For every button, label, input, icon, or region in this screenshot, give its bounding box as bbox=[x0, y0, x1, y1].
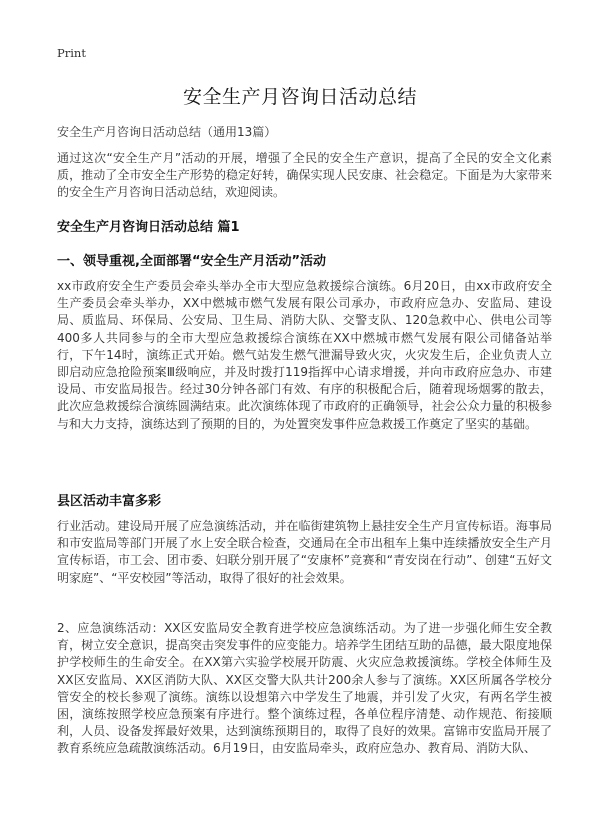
section1-subheading: 一、领导重视,全面部署“安全生产月活动”活动 bbox=[57, 254, 327, 269]
section2-paragraph-1: 行业活动。建设局开展了应急演练活动，并在临街建筑物上悬挂安全生产月宣传标语。海事局和市安监局等部门开展了水上安全联合检查，交通局在全市出租车上集中连续播放安全生产月宣传标语，市工会、团市委、妇联分别开展了“安康杯”竞赛和“青安岗在行动”、创建“五好文明家庭”、“平安校园”等活动，取得了很好的社会效果。 bbox=[57, 519, 552, 585]
section1-heading: 安全生产月咨询日活动总结 篇1 bbox=[57, 220, 240, 235]
page-subtitle: 安全生产月咨询日活动总结（通用13篇） bbox=[57, 125, 277, 139]
page-title: 安全生产月咨询日活动总结 bbox=[182, 86, 417, 108]
intro-paragraph: 通过这次“安全生产月”活动的开展，增强了全民的安全生产意识，提高了全民的安全文化素质，推动了全市安全生产形势的稳定好转，确保实现人民安康、社会稳定。下面是为大家带来的安全生产月咨询日活动总结，欢迎阅读。 bbox=[57, 151, 552, 200]
section2-heading: 县区活动丰富多彩 bbox=[57, 494, 162, 509]
print-link[interactable]: Print bbox=[57, 46, 86, 60]
section2-paragraph-2: 2、应急演练活动：XX区安监局安全教育进学校应急演练活动。为了进一步强化师生安全教育，树立安全意识，提高突击突发事件的应变能力。培养学生团结互助的品德，最大限度地保护学校师生的生命安全。在XX第六实验学校展开防震、火灾应急救援演练。学校全体师生及XX区安监局、XX区消防大队、XX区交警大队共计200余人参与了演练。XX区所属各学校分管安全的校长参观了演练。演练以设想第六中学发生了地震，并引发了火灾，有两名学生被困，演练按照学校应急预案有序进行。整个演练过程，各单位程序清楚、动作规范、衔接顺利，人员、设备发挥最好效果，达到演练预期目的，取得了良好的效果。富锦市安监局开展了教育系统应急疏散演练活动。6月19日，由安监局牵头，政府应急办、教育局、消防大队、 bbox=[57, 621, 552, 756]
section1-body: xx市政府安全生产委员会牵头举办全市大型应急救援综合演练。6月20日，由xx市政府安全生产委员会牵头举办，XX中燃城市燃气发展有限公司承办，市政府应急办、安监局、建设局、质监局、环保局、公安局、卫生局、消防大队、交警支队、120急救中心、供电公司等400多人共同参与的全市大型应急救援综合演练在XX中燃城市燃气发展有限公司储备站举行，下午14时，演练正式开始。燃气站发生燃气泄漏导致火灾，火灾发生后，企业负责人立即启动应急抢险预案Ⅲ级响应，并及时拨打119指挥中心请求增援，并向市政府应急办、市建设局、市安监局报告。经过30分钟各部门有效、有序的积极配合后，随着现场烟雾的散去，此次应急救援综合演练圆满结束。此次演练体现了市政府的正确领导，社会公众力量的积极参与和大力支持，演练达到了预期的目的，为处置突发事件应急救援工作奠定了坚实的基础。 bbox=[57, 279, 552, 431]
